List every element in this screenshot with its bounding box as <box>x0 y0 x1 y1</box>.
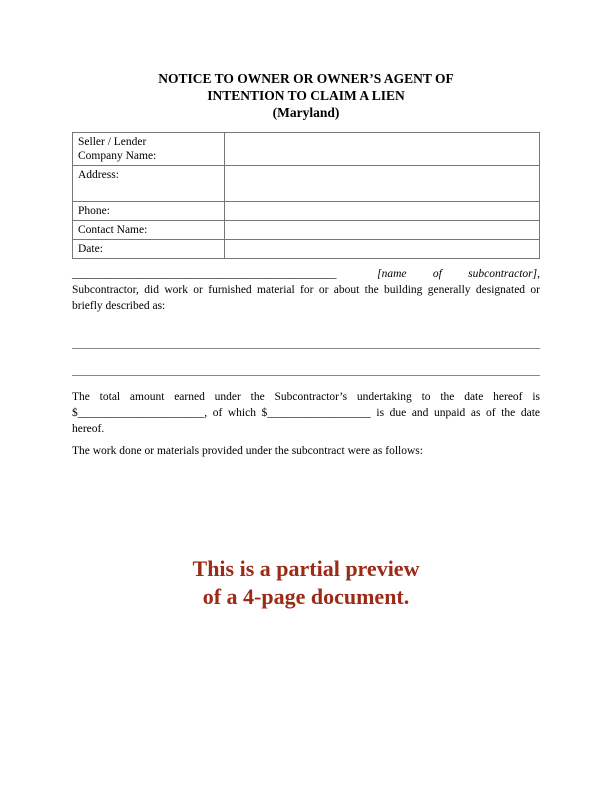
title-line: (Maryland) <box>272 105 340 120</box>
watermark-line: of a 4-page document. <box>202 584 410 609</box>
work-paragraph: The work done or materials provided under the subcontract were as follows: <box>72 445 423 457</box>
description-line-1[interactable] <box>72 348 540 349</box>
date-label: Date: <box>73 240 225 259</box>
paragraph-line: briefly described as: <box>72 300 166 312</box>
contact-name-label: Contact Name: <box>73 221 225 240</box>
amount-paragraph <box>72 389 540 437</box>
label-line: Company Name: <box>78 150 157 162</box>
subcontractor-paragraph <box>72 266 540 314</box>
date-field[interactable] <box>225 240 540 259</box>
placeholder-text: [name of subcontractor] <box>377 268 538 280</box>
company-name-label <box>73 133 225 166</box>
paragraph-line: Subcontractor, did work or furnished material for or about the building generally designated or <box>72 284 540 296</box>
contact-name-field[interactable] <box>225 221 540 240</box>
amount-blanks-line[interactable]: $______________________, of which $__________________ is due and unpaid as of the date <box>72 407 540 419</box>
comma: , <box>537 268 540 280</box>
phone-label: Phone: <box>73 202 225 221</box>
address-field[interactable] <box>225 166 540 202</box>
company-name-field[interactable] <box>225 133 540 166</box>
document-title <box>0 70 612 121</box>
address-label: Address: <box>73 166 225 202</box>
subcontractor-name-blank[interactable]: ______________________________________________ <box>72 268 337 280</box>
phone-field[interactable] <box>225 202 540 221</box>
preview-watermark <box>0 555 612 611</box>
placeholder-wrap <box>377 266 540 282</box>
paragraph-line: The total amount earned under the Subcontractor’s undertaking to the date hereof is <box>72 391 540 403</box>
watermark-line: This is a partial preview <box>192 556 420 581</box>
title-line: NOTICE TO OWNER OR OWNER’S AGENT OF <box>158 71 454 86</box>
description-line-2[interactable] <box>72 375 540 376</box>
title-line: INTENTION TO CLAIM A LIEN <box>207 88 405 103</box>
label-line: Seller / Lender <box>78 136 147 148</box>
seller-info-table <box>72 132 540 259</box>
paragraph-line: hereof. <box>72 423 105 435</box>
subcontractor-line <box>72 266 540 282</box>
